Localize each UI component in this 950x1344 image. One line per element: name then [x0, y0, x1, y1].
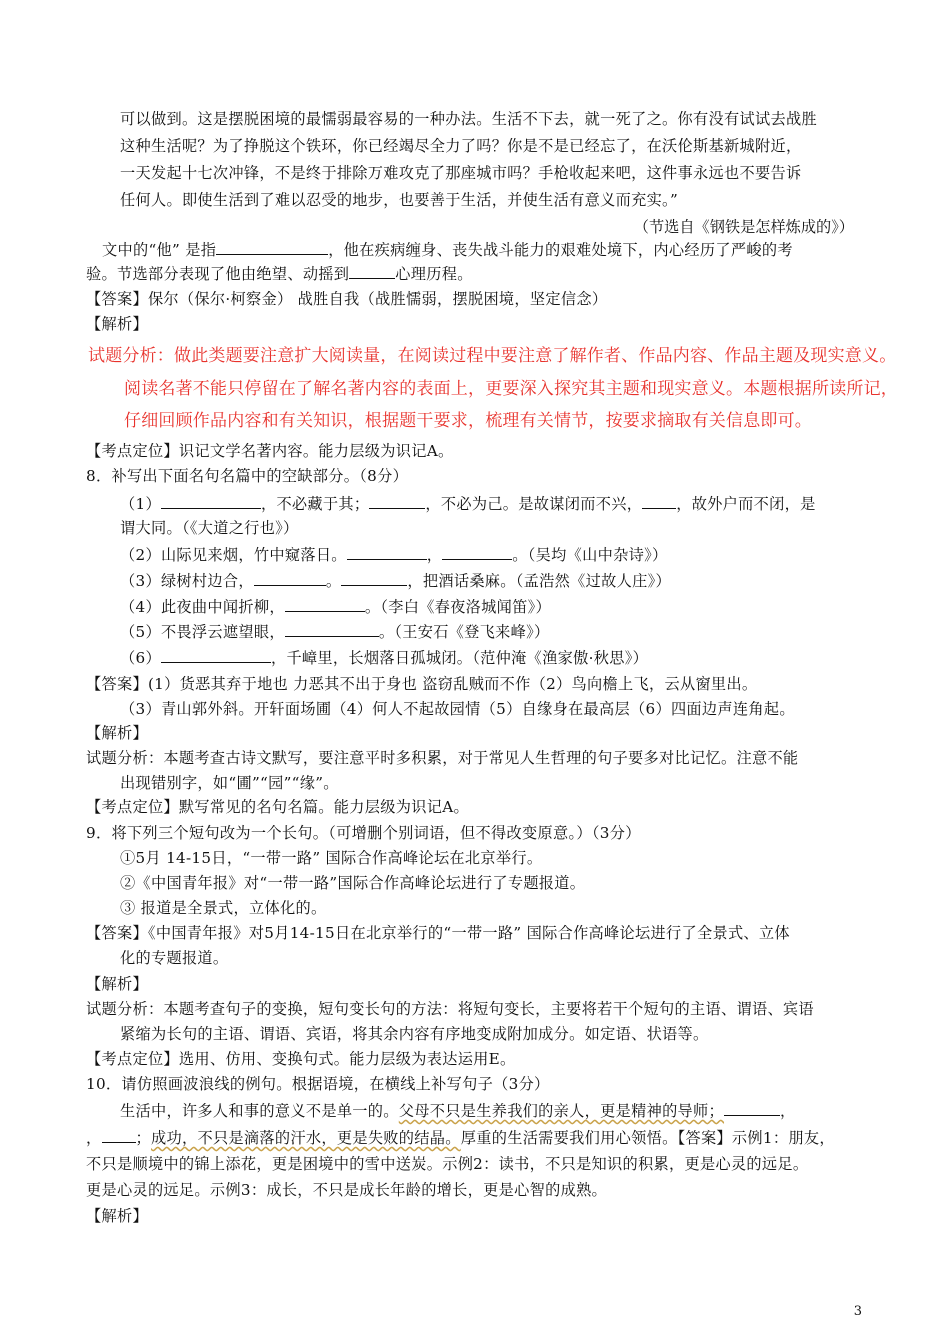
q9-analysis-1: 试题分析：本题考查句子的变换，短句变长句的方法：将短句变长，主要将若干个短句的主语、谓语、宾语: [86, 1000, 814, 1018]
q7-line-1: 文中的“他” 是指 ，他在疾病缠身、丧失战斗能力的艰难处境下，内心经历了严峻的考: [102, 241, 793, 259]
blank[interactable]: [285, 597, 365, 612]
red-analysis-line-2: 阅读名著不能只停留在了解名著内容的表面上，更要深入探究其主题和现实意义。本题根据所读所记，: [124, 379, 898, 399]
q10-line-2: ， ；成功，不只是滴落的汗水，更是失败的结晶。厚重的生活需要我们用心领悟。【答案】示例1：朋友，: [86, 1129, 835, 1147]
q9-item-3: ③ 报道是全景式，立体化的。: [120, 899, 327, 917]
blank[interactable]: [102, 1128, 136, 1143]
q9-answer-1: 【答案】《中国青年报》对5月14-15日在北京举行的“一带一路” 国际合作高峰论坛进行了全景式、立体: [86, 924, 790, 942]
q10-title: 10．请仿照画波浪线的例句。根据语境，在横线上补写句子（3分）: [86, 1075, 550, 1093]
q8-item-2: （2）山际见来烟，竹中窥落日。 ， 。（吴均《山中杂诗》）: [120, 546, 668, 564]
blank[interactable]: [369, 494, 425, 509]
q8-item-3: （3）绿树村边合， 。 ，把酒话桑麻。（孟浩然《过故人庄》）: [120, 572, 671, 590]
blank[interactable]: [341, 571, 407, 586]
q10-line-3: 不只是顺境中的锦上添花，更是困境中的雪中送炭。示例2：读书，不只是知识的积累，更是心灵的远足。: [86, 1155, 809, 1173]
q7-kaodian: 【考点定位】识记文学名著内容。能力层级为识记A。: [86, 442, 454, 460]
q8-item-4: （4）此夜曲中闻折柳， 。（李白《春夜洛城闻笛》）: [120, 598, 551, 616]
blank[interactable]: [724, 1101, 780, 1116]
q8-analysis-label: 【解析】: [86, 724, 148, 742]
q7-answer: 【答案】保尔（保尔·柯察金） 战胜自我（战胜懦弱，摆脱困境，坚定信念）: [86, 290, 608, 308]
q8-title: 8．补写出下面名句名篇中的空缺部分。（8分）: [86, 467, 409, 485]
blank[interactable]: [161, 648, 271, 663]
q8-answer-2: （3）青山郭外斜。开轩面场圃（4）何人不起故园情（5）自缘身在最高层（6）四面边声连角起。: [120, 700, 795, 718]
passage-line-3: 一天发起十七次冲锋，不是终于排除万难攻克了那座城市吗？手枪收起来吧，这件事永远也不要告诉: [120, 164, 802, 182]
red-analysis-line-1: 试题分析：做此类题要注意扩大阅读量，在阅读过程中要注意了解作者、作品内容、作品主题及现实意义。: [88, 346, 897, 366]
q9-kaodian: 【考点定位】选用、仿用、变换句式。能力层级为表达运用E。: [86, 1050, 516, 1068]
blank[interactable]: [285, 622, 379, 637]
q8-item-6: （6） ，千嶂里，长烟落日孤城闭。（范仲淹《渔家傲·秋思》）: [120, 649, 649, 667]
passage-source: （节选自《钢铁是怎样炼成的》）: [633, 218, 854, 236]
passage-line-4: 任何人。即使生活到了难以忍受的地步，也要善于生活，并使生活有意义而充实。”: [120, 191, 679, 209]
q8-analysis-1: 试题分析：本题考查古诗文默写，要注意平时多积累，对于常见人生哲理的句子要多对比记忆。注意不能: [86, 749, 799, 767]
q8-kaodian: 【考点定位】默写常见的名句名篇。能力层级为识记A。: [86, 798, 469, 816]
q8-analysis-2: 出现错别字，如“圃”“园”“缘”。: [120, 774, 339, 792]
page-number: 3: [853, 1304, 862, 1319]
blank[interactable]: [161, 494, 261, 509]
q9-item-2: ②《中国青年报》对“一带一路”国际合作高峰论坛进行了专题报道。: [120, 874, 586, 892]
blank[interactable]: [254, 571, 326, 586]
q9-title: 9．将下列三个短句改为一个长句。（可增删个别词语，但不得改变原意。）（3分）: [86, 824, 641, 842]
passage-line-2: 这种生活呢？为了挣脱这个铁环，你已经竭尽全力了吗？你是不是已经忘了，在沃伦斯基新城附近，: [120, 137, 802, 155]
red-analysis-line-3: 仔细回顾作品内容和有关知识，根据题干要求，梳理有关情节，按要求摘取有关信息即可。: [124, 411, 812, 431]
blank[interactable]: [349, 264, 395, 279]
blank[interactable]: [216, 240, 328, 255]
blank[interactable]: [642, 494, 676, 509]
passage-line-1: 可以做到。这是摆脱困境的最懦弱最容易的一种办法。生活不下去，就一死了之。你有没有试试去战胜: [120, 110, 817, 128]
q9-answer-2: 化的专题报道。: [120, 949, 229, 967]
q7-line-2: 验。节选部分表现了他由绝望、动摇到 心理历程。: [86, 265, 473, 283]
example-sentence: 父母不只是生养我们的亲人，更是精神的导师；: [398, 1102, 725, 1120]
q8-answer-1: 【答案】(1）货恶其弃于地也 力恶其不出于身也 盗窃乱贼而不作（2）鸟向檐上飞，云从窗里出。: [86, 675, 758, 693]
q10-line-1: 生活中，许多人和事的意义不是单一的。父母不只是生养我们的亲人，更是精神的导师； ，: [120, 1102, 796, 1120]
q10-analysis-label: 【解析】: [86, 1207, 148, 1225]
q8-item-1: （1） ，不必藏于其； ，不必为己。是故谋闭而不兴， ，故外户而不闭，是: [120, 495, 816, 513]
q9-item-1: ①5月 14-15日，“一带一路” 国际合作高峰论坛在北京举行。: [120, 849, 543, 867]
q9-analysis-label: 【解析】: [86, 975, 148, 993]
q9-analysis-2: 紧缩为长句的主语、谓语、宾语，将其余内容有序地变成附加成分。如定语、状语等。: [120, 1025, 709, 1043]
blank[interactable]: [347, 545, 427, 560]
q8-item-1-cont: 谓大同。（《大道之行也》）: [120, 519, 299, 537]
q10-line-4: 更是心灵的远足。示例3：成长，不只是成长年龄的增长，更是心智的成熟。: [86, 1181, 608, 1199]
blank[interactable]: [442, 545, 512, 560]
q8-item-5: （5）不畏浮云遮望眼， 。（王安石《登飞来峰》）: [120, 623, 550, 641]
q7-analysis-label: 【解析】: [86, 315, 148, 333]
